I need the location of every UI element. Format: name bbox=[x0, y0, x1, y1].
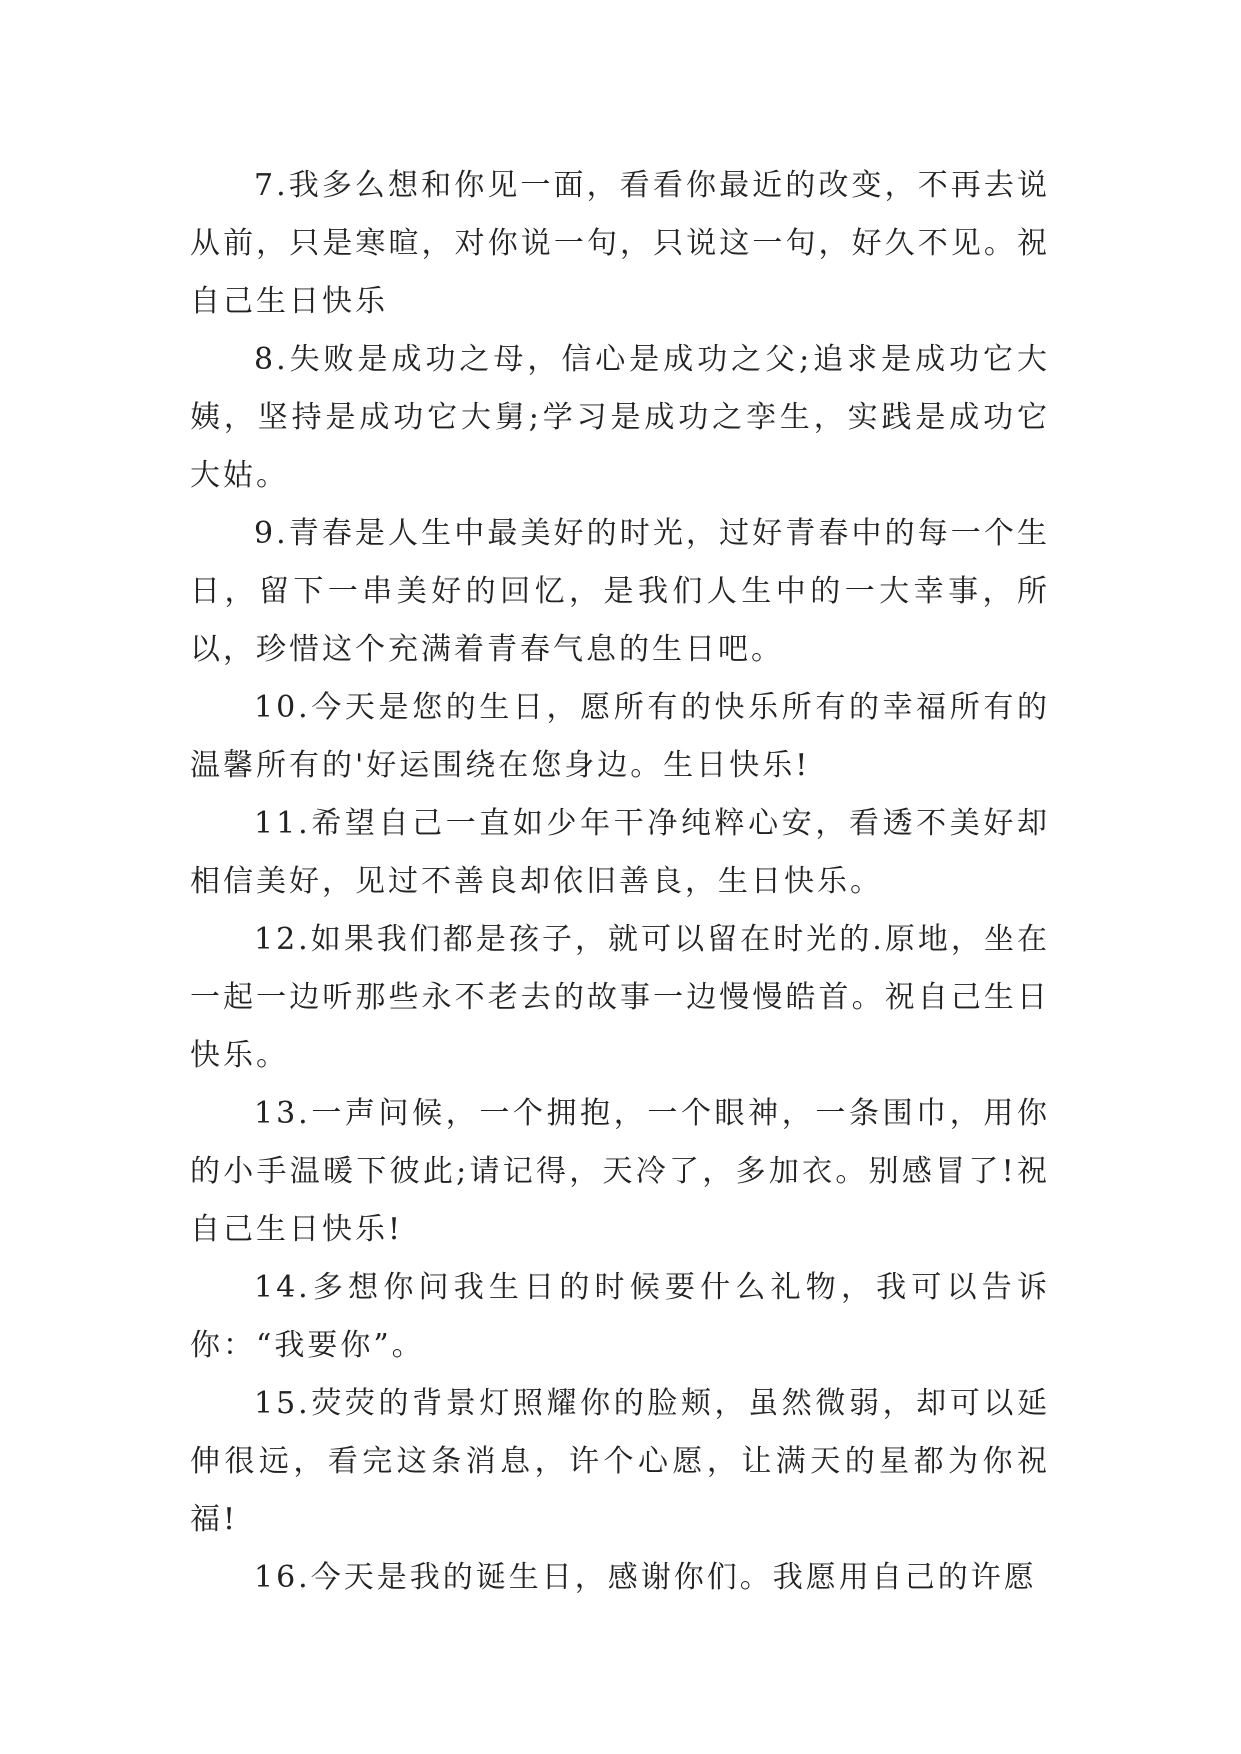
paragraph-15: 15.荧荧的背景灯照耀你的脸颊，虽然微弱，却可以延伸很远，看完这条消息，许个心愿，让满天的星都为你祝福! bbox=[190, 1386, 1050, 1537]
paragraph-12: 12.如果我们都是孩子，就可以留在时光的.原地，坐在一起一边听那些永不老去的故事一边慢慢皓首。祝自己生日快乐。 bbox=[190, 922, 1050, 1073]
paragraph-10: 10.今天是您的生日，愿所有的快乐所有的幸福所有的温馨所有的'好运围绕在您身边。生日快乐! bbox=[190, 690, 1050, 783]
paragraph-8: 8.失败是成功之母，信心是成功之父;追求是成功它大姨，坚持是成功它大舅;学习是成功之孪生，实践是成功它大姑。 bbox=[190, 342, 1050, 493]
paragraph-16: 16.今天是我的诞生日，感谢你们。我愿用自己的许愿 bbox=[254, 1560, 1037, 1595]
paragraph-11: 11.希望自己一直如少年干净纯粹心安，看透不美好却相信美好，见过不善良却依旧善良，生日快乐。 bbox=[190, 806, 1050, 899]
document-body bbox=[190, 157, 1050, 1607]
paragraph-14: 14.多想你问我生日的时候要什么礼物，我可以告诉你：“我要你”。 bbox=[190, 1270, 1050, 1363]
paragraph-9: 9.青春是人生中最美好的时光，过好青春中的每一个生日，留下一串美好的回忆，是我们人生中的一大幸事，所以，珍惜这个充满着青春气息的生日吧。 bbox=[190, 516, 1050, 667]
paragraph-13: 13.一声问候，一个拥抱，一个眼神，一条围巾，用你的小手温暖下彼此;请记得，天冷了，多加衣。别感冒了!祝自己生日快乐! bbox=[190, 1096, 1050, 1247]
paragraph-7: 7.我多么想和你见一面，看看你最近的改变，不再去说从前，只是寒暄，对你说一句，只说这一句，好久不见。祝自己生日快乐 bbox=[190, 168, 1050, 319]
